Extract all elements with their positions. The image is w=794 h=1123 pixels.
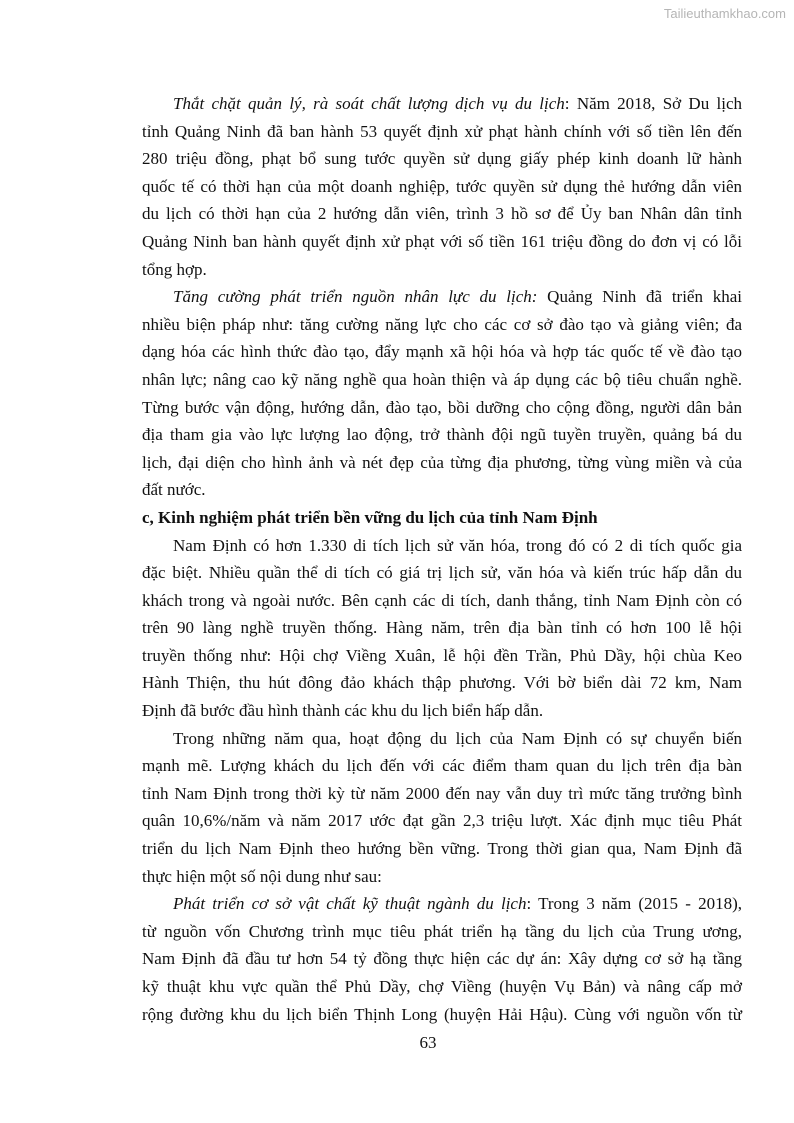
text-line: Nam Định có hơn 1.330 di tích lịch sử văn hóa, trong đó có 2 di tích quốc gia bbox=[173, 535, 742, 555]
paragraph bbox=[142, 283, 742, 504]
text-line: quân 10,6%/năm và năm 2017 ước đạt gần 2,3 triệu lượt. Xác định mục tiêu Phát bbox=[142, 811, 742, 831]
line-text: Quảng Ninh đã triển khai bbox=[537, 287, 742, 307]
text-line: truyền thống như: Hội chợ Viềng Xuân, lễ hội đền Trần, Phủ Dầy, hội chùa Keo bbox=[142, 645, 742, 665]
text-line: Định đã bước đầu hình thành các khu du lịch biển hấp dẫn. bbox=[142, 701, 544, 721]
text-line: tỉnh Nam Định trong thời kỳ từ năm 2000 đến nay vẫn duy trì mức tăng trưởng bình bbox=[142, 783, 742, 803]
text-line: lịch, đại diện cho hình ảnh và nét đẹp của từng địa phương, từng vùng miền và của bbox=[142, 452, 742, 472]
document-body bbox=[142, 90, 742, 1028]
text-line: thực hiện một số nội dung như sau: bbox=[142, 866, 382, 886]
text-line: địa tham gia vào lực lượng lao động, trở thành đội ngũ tuyền truyền, quảng bá du bbox=[142, 425, 742, 445]
text-line: đất nước. bbox=[142, 480, 206, 500]
text-line: du lịch có thời hạn của 2 hướng dẫn viên, trình 3 hồ sơ để Ủy ban Nhân dân tỉnh bbox=[142, 204, 742, 224]
text-line: Hành Thiện, thu hút đông đảo khách thập phương. Với bờ biển dài 72 km, Nam bbox=[142, 673, 742, 693]
text-line: kỹ thuật khu vực quần thể Phủ Dầy, chợ Viềng (huyện Vụ Bản) và nâng cấp mở bbox=[142, 977, 742, 996]
text-line: tỉnh Quảng Ninh đã ban hành 53 quyết định xử phạt hành chính với số tiền lên đến bbox=[142, 121, 742, 141]
line-text: : Trong 3 năm (2015 - 2018), bbox=[526, 894, 742, 914]
text-line bbox=[142, 890, 742, 918]
text-line: từ nguồn vốn Chương trình mục tiêu phát triển hạ tầng du lịch của Trung ương, bbox=[142, 921, 742, 941]
text-line: 280 triệu đồng, phạt bổ sung tước quyền sử dụng giấy phép kinh doanh lữ hành bbox=[142, 149, 742, 169]
text-line bbox=[142, 90, 742, 118]
paragraph bbox=[142, 532, 742, 725]
page-number: 63 bbox=[419, 1033, 437, 1052]
paragraph bbox=[142, 725, 742, 891]
text-line: dạng hóa các hình thức đào tạo, đẩy mạnh xã hội hóa và hợp tác quốc tế về đào tạo bbox=[142, 342, 742, 362]
italic-lead: Tăng cường phát triển nguồn nhân lực du lịch: bbox=[173, 287, 538, 307]
line-text: : Năm 2018, Sở Du lịch bbox=[564, 94, 742, 113]
italic-lead: Thắt chặt quản lý, rà soát chất lượng dịch vụ du lịch bbox=[173, 94, 565, 113]
text-line: Nam Định đã đầu tư hơn 54 tỷ đồng thực hiện các dự án: Xây dựng cơ sở hạ tầng bbox=[142, 949, 742, 969]
text-line: nhân lực; nâng cao kỹ năng nghề qua hoàn thiện và áp dụng các bộ tiêu chuẩn nghề. bbox=[142, 369, 742, 389]
text-line: Từng bước vận động, hướng dẫn, đào tạo, bồi dưỡng cho cộng đồng, người dân bản bbox=[142, 397, 742, 417]
text-line: đặc biệt. Nhiều quần thể di tích có giá trị lịch sử, văn hóa và kiến trúc hấp dẫn du bbox=[142, 563, 742, 583]
paragraph bbox=[142, 890, 742, 1028]
text-line: rộng đường khu du lịch biển Thịnh Long (huyện Hải Hậu). Cùng với nguồn vốn từ bbox=[142, 1004, 742, 1024]
section-heading: c, Kinh nghiệm phát triển bền vững du lịch của tỉnh Nam Định bbox=[142, 507, 598, 527]
text-line: mạnh mẽ. Lượng khách du lịch đến với các điểm tham quan du lịch trên địa bàn bbox=[142, 756, 742, 776]
text-line: nhiều biện pháp như: tăng cường năng lực cho các cơ sở đào tạo và giảng viên; đa bbox=[142, 314, 742, 334]
text-line: quốc tế có thời hạn của một doanh nghiệp, tước quyền sử dụng thẻ hướng dẫn viên bbox=[142, 176, 742, 196]
text-line: Quảng Ninh ban hành quyết định xử phạt với số tiền 161 triệu đồng do đơn vị có lỗi bbox=[142, 231, 742, 251]
italic-lead: Phát triển cơ sở vật chất kỹ thuật ngành du lịch bbox=[173, 894, 527, 914]
text-line: tổng hợp. bbox=[142, 259, 207, 279]
text-line: triển du lịch Nam Định theo hướng bền vững. Trong thời gian qua, Nam Định đã bbox=[142, 839, 742, 859]
text-line: khách trong và ngoài nước. Bên cạnh các di tích, danh thắng, tỉnh Nam Định còn có bbox=[142, 590, 742, 610]
paragraph bbox=[142, 90, 742, 283]
text-line bbox=[142, 283, 742, 311]
watermark: Tailieuthamkhao.com bbox=[663, 6, 786, 21]
text-line: Trong những năm qua, hoạt động du lịch của Nam Định có sự chuyển biến bbox=[173, 728, 742, 748]
text-line: trên 90 làng nghề truyền thống. Hàng năm, trên địa bàn tỉnh có hơn 100 lễ hội bbox=[142, 618, 742, 638]
